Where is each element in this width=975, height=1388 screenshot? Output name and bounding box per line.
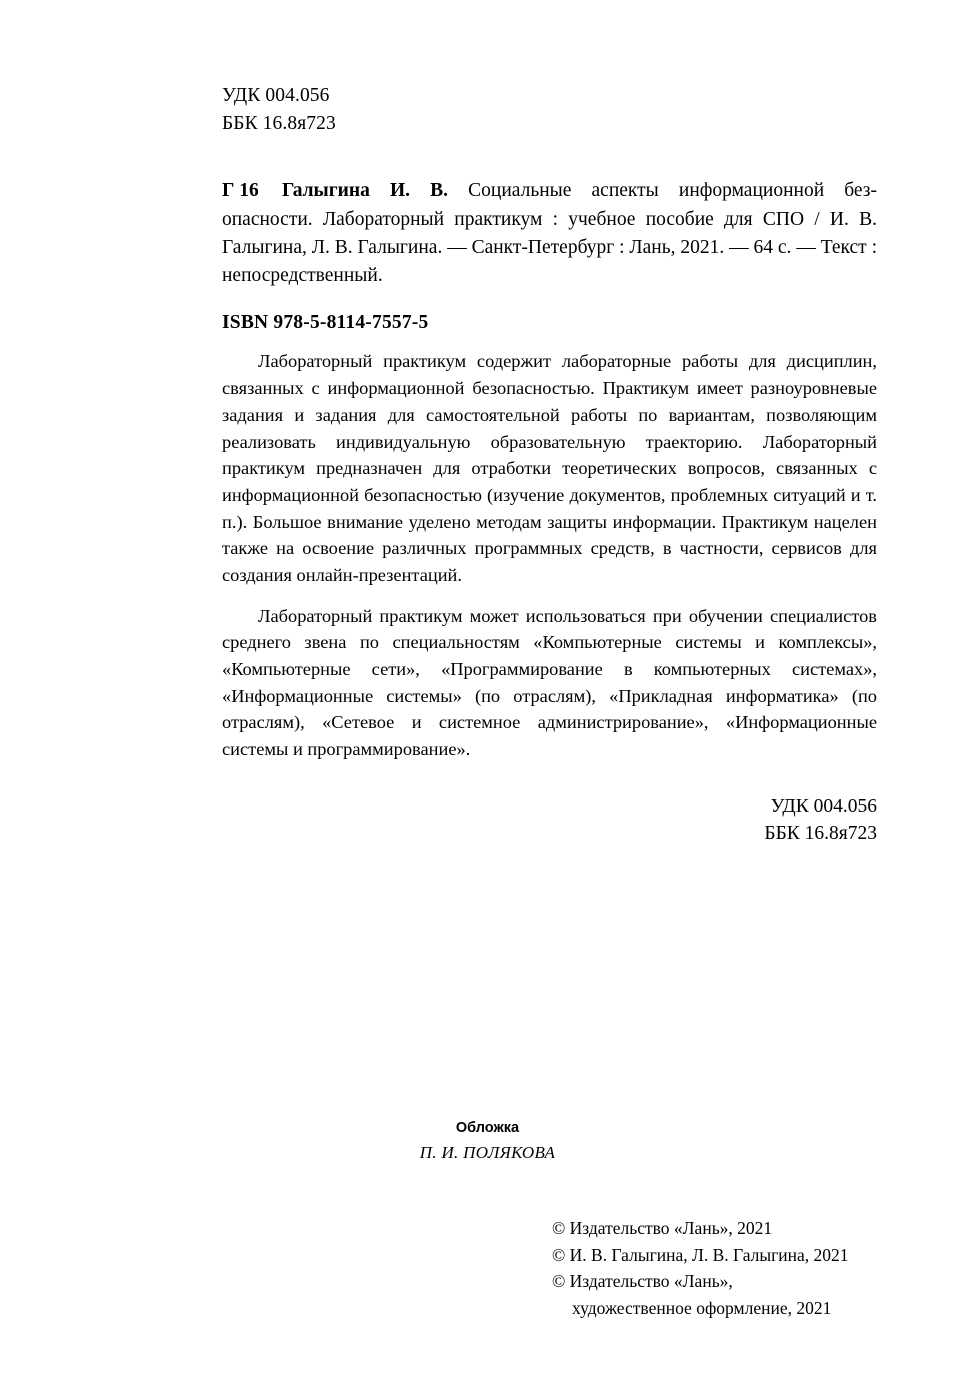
cover-credit-name: П. И. ПОЛЯКОВА [419,1142,556,1162]
copyright-line-1: © Издательство «Лань», 2021 [552,1218,773,1238]
annotation-paragraph-1: Лабораторный практикум содержит лабораторные работы для дисциплин, связанных с информационной безопасностью. Практикум имеет разноуровневые задания и задания для самостоятельной работы по вариантам, позволяющим реализовать индивидуальную образовательную траекторию. Лабораторный практикум предназначен для отработки теоретических вопросов, связанных с информационной безопасностью (изучение документов, проблемных ситуаций и т. п.). Большое внимание уделено методам защиты информации. Практикум нацелен также на освоение различных программных средств, в частности, сервисов для создания онлайн-презентаций. [222,351,877,585]
annotation-paragraph-2: Лабораторный практикум может использоваться при обучении специалистов среднего звена по специальностям «Компьютерные системы и комплексы», «Компьютерные сети», «Программирование в компьютерных системах», «Информационные системы» (по отраслям), «Прикладная информатика» (по отраслям), «Сетевое и системное администрирование», «Информационные системы и программирование». [222,605,877,760]
cover-credit [0,1118,975,1165]
entry-code: Г 16 [222,180,259,202]
classification-top [222,82,877,137]
copyright-line-3: © Издательство «Лань», [552,1271,733,1292]
copyright-line-4: художественное оформление, 2021 [572,1297,832,1318]
cover-credit-label: Обложка [455,1120,520,1136]
copyright-block [552,1215,849,1321]
isbn: ISBN 978-5-8114-7557-5 [222,312,429,334]
bibliographic-entry [222,177,877,290]
udk-bottom: УДК 004.056 [770,795,877,817]
classification-bottom [222,793,877,848]
page-content [222,82,877,848]
entry-title-line1: Социальные аспекты информационной без- [468,180,878,202]
bbk-bottom: ББК 16.8я723 [764,823,877,845]
bbk-top: ББК 16.8я723 [222,112,336,134]
copyright-line-2: © И. В. Галыгина, Л. В. Галыгина, 2021 [552,1244,849,1265]
udk-top: УДК 004.056 [222,85,330,106]
entry-title-rest: опасности. Лабораторный практикум : учебное пособие для СПО / И. В. Галыгина, Л. В. Галыгина. — Санкт-Петербург : Лань, 2021. — 64 с. — Текст : непосредственный. [222,208,877,287]
entry-author: Галыгина И. В. [282,180,449,202]
